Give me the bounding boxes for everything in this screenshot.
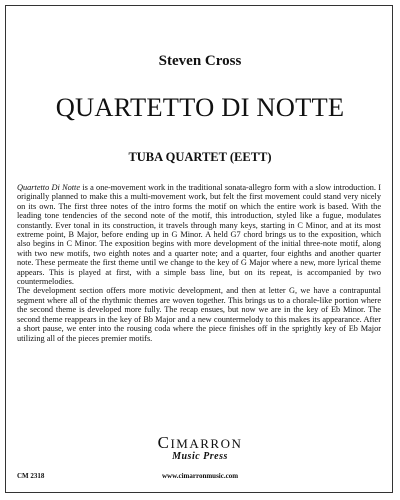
catalog-number: CM 2318 <box>17 472 45 480</box>
work-title-italic: Quartetto Di Notte <box>17 183 81 192</box>
program-notes <box>17 183 381 343</box>
work-title: QUARTETTO DI NOTTE <box>55 92 345 122</box>
program-notes-paragraph-1 <box>17 183 381 286</box>
publisher-logo <box>0 433 400 462</box>
publisher-logo-subtext: Music Press <box>172 451 228 462</box>
publisher-website[interactable]: www.cimarronmusic.com <box>161 472 239 480</box>
composer-name: Steven Cross <box>158 53 242 69</box>
program-notes-paragraph-2: The development section offers more motivic development, and then at letter G, we have a contrapuntal segment where all of the rhythmic themes are woven together. This brings us to a chorale-like portion where the second theme is developed more fully. The recap ensues, but now we are in the key of Eb Minor. The second theme reappears in the key of Bb Major and a new countermelody to this makes its appearance. After a short pause, we enter into the rousing coda where the piece finishes off in the sprightly key of Eb Major utilizing all of the pieces premier motifs. <box>17 286 381 343</box>
paragraph-1-text: is a one-movement work in the traditional sonata-allegro form with a slow introduction. I originally planned to make this a multi-movement work, but felt the first movement could stand very nicely on its own. The first three notes of the intro forms the motif on which the entire work is based. With the leading tone tendencies of the second note of the motif, this introduction, styled like a fugue, modulates constantly. Ever tonal in its construction, it travels through many keys, starting in C Minor, and at its most extreme point, B Major, before ending up in G Minor. A held G7 chord brings us to the exposition, which also begins in C Minor. The exposition begins with more development of the initial three-note motif, along with two new motifs, two eighth notes and a quarter note; and a quarter, four eighths and another quarter note. These permeate the first theme until we change to the key of G Major where a new, more lyrical theme appears. This is played at first, with a simple bass line, but on its repeat, is accompanied by two countermelodies. <box>17 183 382 287</box>
publisher-logo-name: CIMARRON <box>157 433 243 452</box>
instrumentation: TUBA QUARTET (EETT) <box>128 150 272 164</box>
